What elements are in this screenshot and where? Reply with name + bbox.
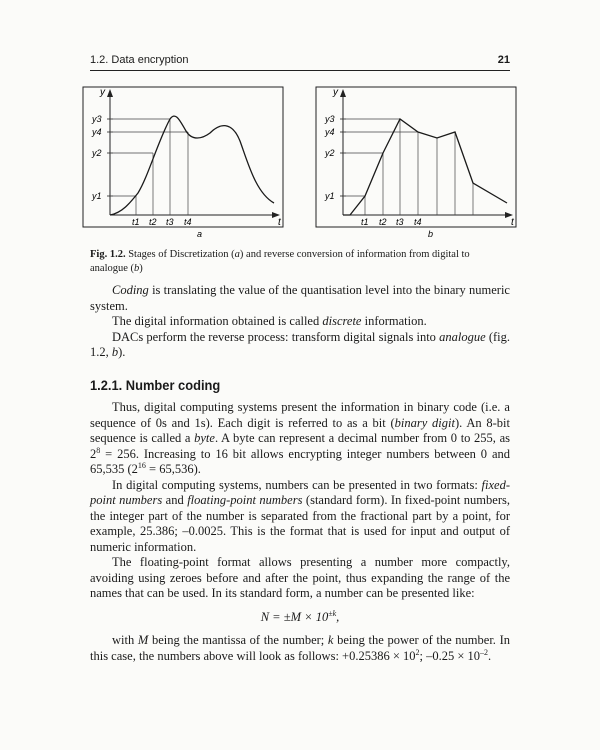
text: ). An 8-bit sequence is called a <box>90 415 510 445</box>
text: The digital information obtained is called <box>112 314 323 328</box>
caption-text: ) and reverse conversion of information from digital to analogue ( <box>90 249 470 274</box>
text: = 65,536). <box>145 462 201 476</box>
text: with <box>112 633 138 647</box>
text: (standard form). In fixed-point numbers, the integer part of the number is separated from the fractional part by a point, for example, 25.386; –0.0025. This is the format that is used for input and output of numeric information. <box>90 493 510 554</box>
formula <box>90 610 510 626</box>
caption-a: a <box>234 249 240 260</box>
panel-b-sample-lines <box>343 119 473 215</box>
term: analogue <box>439 329 486 344</box>
panel-a-sublabel: a <box>197 229 203 239</box>
superscript: 16 <box>137 461 146 470</box>
formula-text: N = ±M × 10 <box>260 609 329 624</box>
caption-b: b <box>134 263 140 274</box>
panel-b-sublabel: b <box>428 229 434 239</box>
paragraph <box>90 330 510 361</box>
superscript: ±k <box>328 608 337 618</box>
paragraph <box>90 283 510 314</box>
panel-a-ylabel: y <box>100 87 105 98</box>
panel-a-ytick: y2 <box>92 148 102 158</box>
caption-text: Stages of Discretization ( <box>125 249 235 260</box>
header-rule <box>90 70 510 71</box>
panel-b-frame <box>316 87 516 227</box>
panel-a-xtick: t2 <box>149 217 157 227</box>
text: being the power of the number. In this case, the numbers above will look as follows: +0.25386 × 10 <box>90 633 510 663</box>
caption-text: ) <box>139 263 143 274</box>
text: DACs perform the reverse process: transform digital signals into <box>112 329 440 344</box>
page-number: 21 <box>497 54 510 66</box>
body-block-2 <box>90 400 510 664</box>
text: . A byte can represent a decimal number from 0 to 255, as 2 <box>90 431 510 461</box>
text: . <box>488 648 492 663</box>
term: b <box>111 345 119 359</box>
text: Thus, digital computing systems present the information in binary code (i.e. a sequence of 0s and 1s). Each digit is referred to as a bit ( <box>90 400 510 430</box>
figure-1-2 <box>80 75 520 245</box>
text: In digital computing systems, numbers can be presented in two formats: <box>112 477 482 492</box>
panel-b-xtick: t4 <box>414 217 422 227</box>
panel-a-xtick: t3 <box>166 217 174 227</box>
term: discrete <box>322 314 362 328</box>
panel-a-y-arrow <box>107 89 113 97</box>
text: ; –0.25 × 10 <box>419 648 481 663</box>
text: (fig. 1.2, <box>90 329 510 359</box>
panel-b-ytick: y2 <box>325 148 335 158</box>
panel-b-xtick: t1 <box>361 217 369 227</box>
panel-a-ytick: y4 <box>92 127 102 137</box>
panel-a-ytick: y3 <box>92 114 102 124</box>
term: Coding <box>112 283 149 297</box>
paragraph <box>90 314 510 330</box>
panel-a-frame <box>83 87 283 227</box>
term: fixed-point numbers <box>90 477 510 507</box>
panel-b-xlabel: t <box>511 217 514 228</box>
term: k <box>327 633 334 647</box>
body-block-1 <box>90 283 510 361</box>
caption-label: Fig. 1.2. <box>90 249 126 260</box>
text: being the mantissa of the number; <box>148 633 328 647</box>
panel-b-ytick: y4 <box>325 127 335 137</box>
paragraph <box>90 478 510 556</box>
panel-b-xtick: t3 <box>396 217 404 227</box>
paragraph <box>90 633 510 664</box>
text: ). <box>118 345 126 359</box>
section-heading: 1.2.1. Number coding <box>90 377 221 393</box>
panel-a-analog-curve <box>110 116 274 215</box>
superscript: 2 <box>415 647 420 657</box>
panel-b-ylabel: y <box>333 87 338 98</box>
panel-a-xlabel: t <box>278 217 281 228</box>
panel-b-ytick: y3 <box>325 114 335 124</box>
panel-a-ytick: y1 <box>92 191 102 201</box>
panel-a-sample-lines <box>110 119 188 215</box>
paragraph <box>90 400 510 478</box>
panel-a-xtick: t1 <box>132 217 140 227</box>
term: floating-point numbers <box>187 493 303 507</box>
panel-b-y-arrow <box>340 89 346 97</box>
panel-b-reconstructed-line <box>343 119 507 215</box>
text: is translating the value of the quantisation level into the binary numeric system. <box>90 283 510 313</box>
formula-text: , <box>336 609 340 624</box>
superscript: 8 <box>96 445 101 455</box>
superscript: –2 <box>480 647 489 657</box>
text: and <box>162 493 188 507</box>
running-header <box>90 54 510 70</box>
panel-b-xtick: t2 <box>379 217 387 227</box>
text: information. <box>361 314 427 328</box>
term: M <box>137 633 149 647</box>
header-section: 1.2. Data encryption <box>90 54 189 66</box>
paragraph <box>90 555 510 602</box>
term: byte <box>194 431 215 445</box>
term: binary digit <box>394 415 455 430</box>
panel-a <box>83 87 283 239</box>
panel-b <box>316 87 516 239</box>
text: = 256. Increasing to 16 bit allows encrypting integer numbers between 0 and 65,535 (2 <box>90 446 510 476</box>
text: The floating-point format allows presenting a number more compactly, avoiding using zeroes before and after the point, thus expanding the range of the names that can be used. In its standard form, a number can be presented like: <box>90 555 510 600</box>
panel-a-xtick: t4 <box>184 217 192 227</box>
figure-caption <box>90 248 510 276</box>
panel-b-ytick: y1 <box>325 191 335 201</box>
